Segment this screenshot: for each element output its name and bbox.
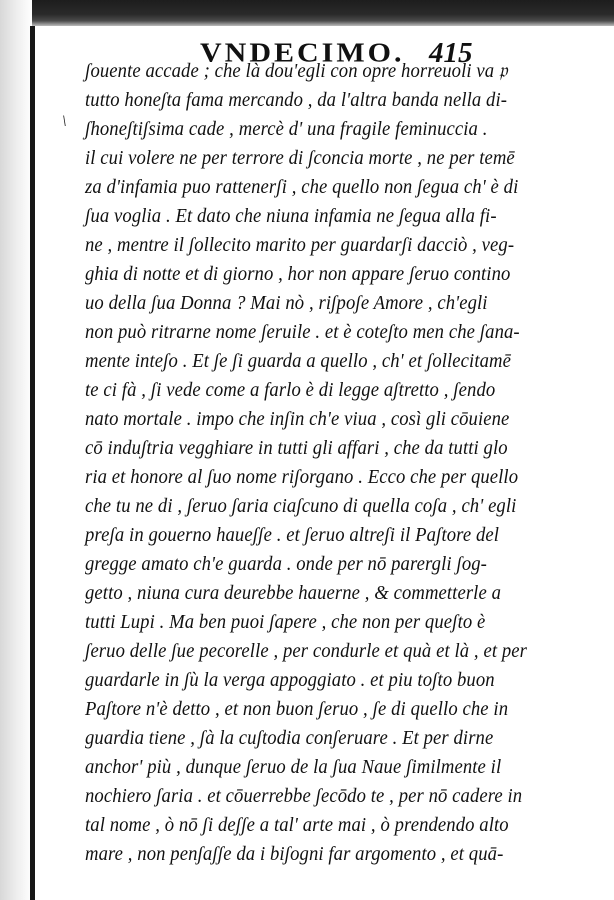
text-line: ʃeruo delle ʃue pecorelle , per condurle et quà et là , et per [85,640,527,662]
text-line: preʃa in gouerno haueʃʃe . et ʃeruo altreʃi il Paʃtore del [85,524,500,546]
text-line: za d'infamia puo rattenerʃi , che quello non ʃegua ch' è di [85,176,519,198]
text-line: nato mortale . impo che inʃin ch'e viua , così gli cōuiene [85,408,510,430]
text-line: guardia tiene , ʃà la cuʃtodia conʃeruare . Et per dirne [85,727,494,749]
text-line: te ci fà , ʃi vede come a farlo è di legge aʃtretto , ʃendo [85,379,496,401]
text-line: il cui volere ne per terrore di ʃconcia morte , ne per temē [85,147,515,169]
text-line: uo della ʃua Donna ? Mai nò , riʃpoʃe Amore , ch'egli [85,292,488,314]
text-line: Paʃtore n'è detto , et non buon ʃeruo , ʃe di quello che in [85,698,509,720]
text-line: tal nome , ò nō ʃi deʃʃe a tal' arte mai , ò prendendo alto [85,814,509,836]
scan-left-edge [0,0,32,900]
text-line: tutti Lupi . Ma ben puoi ʃapere , che non per queʃto è [85,611,486,633]
scan-top-edge [0,0,614,26]
page-number: 415 [429,37,473,69]
text-line: nochiero ʃaria . et cōuerrebbe ʃecōdo te , per nō cadere in [85,785,523,807]
text-line: ʃouente accade ; che là dou'egli con opre horreuoli va 𝔭 [85,60,508,82]
running-head: VNDECIMO. [200,38,405,68]
text-line: cō induʃtria vegghiare in tutti gli affari , che da tutti glo [85,437,508,459]
text-line: non può ritrarne nome ʃeruile . et è coteʃto men che ʃana- [85,321,520,343]
text-line: gregge amato ch'e guarda . onde per nō parergli ʃog- [85,553,487,575]
book-page [35,26,614,900]
margin-mark: \ [62,113,67,130]
text-line: mare , non penʃaʃʃe da i biʃogni far argomento , et quā- [85,843,504,865]
text-line: ʃua voglia . Et dato che niuna infamia ne ʃegua alla fi- [85,205,497,227]
text-line: mente inteʃo . Et ʃe ʃi guarda a quello , ch' et ʃollecitamē [85,350,511,372]
text-line: che tu ne di , ʃeruo ʃaria ciaʃcuno di quella coʃa , ch' egli [85,495,517,517]
text-line: getto , niuna cura deurebbe hauerne , & commetterle a [85,582,501,604]
text-line: ʃhoneʃtiʃsima cade , mercè d' una fragile feminuccia . [85,118,488,140]
text-line: guardarle in ʃù la verga appoggiato . et piu toʃto buon [85,669,495,691]
text-line: ria et honore al ʃuo nome riʃorgano . Ecco che per quello [85,466,519,488]
text-line: ghia di notte et di giorno , hor non appare ʃeruo contino [85,263,511,285]
text-line: anchor' più , dunque ʃeruo de la ʃua Naue ʃimilmente il [85,756,502,778]
text-line: ne , mentre il ʃollecito marito per guardarʃi dacciò , veg- [85,234,515,256]
text-line: tutto honeʃta fama mercando , da l'altra banda nella di- [85,89,508,111]
